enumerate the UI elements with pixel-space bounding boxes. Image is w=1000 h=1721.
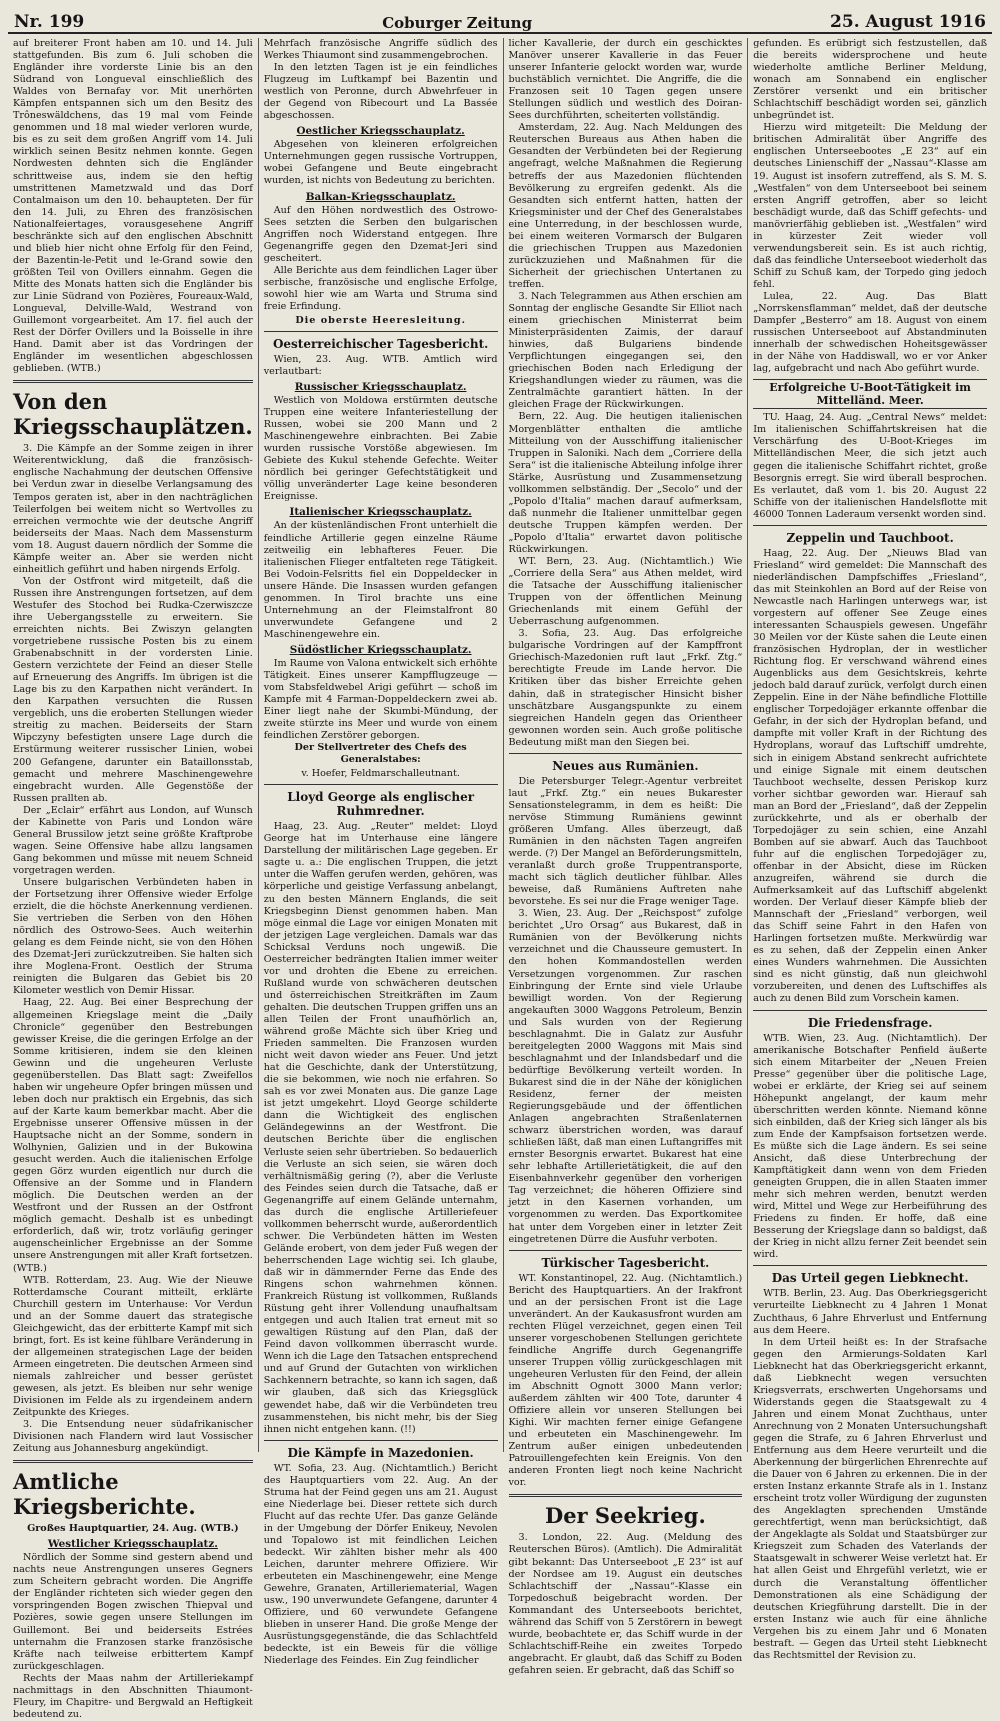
divider	[264, 1440, 498, 1441]
article-paragraph: Haag, 22. Aug. Bei einer Besprechung der allgemeinen Kriegslage meint die „Daily Chronicle“ gegenüber den Bestrebungen gewisser Kreise, die die geringen Erfolge an der Somme kritisieren, indem sie den kleinen Gewinn und die ungeheuren Verluste gegenüberstellen. Das Blatt sagt: Zweifellos haben wir ungeheure Opfer bringen müssen und leben doch nur praktisch ein Ergebnis, das sich auf der Karte kaum bemerkbar macht. Aber die Ergebnisse unserer Offensive müssen in der Hauptsache nicht an der Somme, sondern in Wolhynien, Galizien und in der Bukowina gesucht werden. Auch die italienischen Erfolge gegen Görz wurden eigentlich nur durch die Offensive an der Somme und in Flandern möglich. Die Deutschen werden an der Westfront und der Russen an der Ostfront möglich gemacht. Deshalb ist es unbedingt erforderlich, daß wir, trotz vorläufig geringer augenscheinlicher Ergebnisse an der Somme unsere Anstrengungen mit aller Kraft fortsetzen. (WTB.)	[13, 997, 253, 1274]
dateline-hauptquartier: Großes Hauptquartier, 24. Aug. (WTB.)	[27, 1523, 239, 1535]
headline-friedensfrage: Die Friedensfrage.	[807, 1015, 933, 1030]
headline-tuerkischer: Türkischer Tagesbericht.	[541, 1255, 710, 1270]
article-paragraph: WTB. Rotterdam, 23. Aug. Wie der Nieuwe Rotterdamsche Courant mitteilt, erklärte Churchill gestern im Unterhause: Vor Verdun und an der Somme dauert das strategische Gleichgewicht, das der erbitterte Kampf mit sich bringt, fort. Es ist keine fühlbare Veränderung in der allgemeinen strategischen Lage der beiden Armeen eingetreten. Die deutschen Armeen sind niemals zahlreicher und besser gerüstet gewesen, als jetzt. Es bleiben nur sehr wenige Divisionen im Felde als zu irgendeinem andern Zeitpunkte des Krieges.	[13, 1274, 253, 1419]
article-paragraph: gefunden. Es erübrigt sich festzustellen, daß die bereits widersprochene und heute wiederholte amtliche Berliner Meldung, wonach am Sonnabend ein englischer Zerstörer versenkt und ein britischer Schlachtschiff beschädigt worden sei, gänzlich unbegründet ist.	[753, 38, 987, 122]
headline-mazedonien: Die Kämpfe in Mazedonien.	[287, 1445, 474, 1460]
signature-hoefer: v. Hoefer, Feldmarschalleutnant.	[301, 768, 460, 780]
divider	[753, 1010, 987, 1011]
article-paragraph: Die Petersburger Telegr.-Agentur verbreitet laut „Frkf. Ztg.“ ein neues Bukarester Sensationstelegramm, in dem es heißt: Die nervöse Stimmung Rumäniens gewinnt größeren Umfang. Alles überzeugt, daß Rumänien in den nächsten Tagen angreifen werde. (?) Der Mangel an Beförderungsmitteln, veranlaßt durch große Truppentransporte, macht sich täglich deutlicher fühlbar. Alles beweise, daß Rumäniens Auftreten nahe bevorstehe. Es sei nur die Frage weniger Tage.	[508, 775, 743, 908]
newspaper-title: Coburger Zeitung	[382, 14, 533, 32]
article-paragraph: Wien, 23. Aug. WTB. Amtlich wird verlautbart:	[263, 353, 498, 377]
divider	[264, 784, 498, 785]
section-suedoestlicher: Südöstlicher Kriegsschauplatz.	[289, 643, 472, 656]
divider	[13, 380, 253, 383]
columns	[8, 38, 992, 1720]
section-italienischer: Italienischer Kriegsschauplatz.	[289, 506, 472, 519]
signature-heeresleitung: Die oberste Heeresleitung.	[295, 314, 466, 326]
section-westlicher: Westlicher Kriegsschauplatz.	[47, 1538, 218, 1551]
headline-seekrieg: Der Seekrieg.	[544, 1503, 706, 1529]
headline-amtliche-kriegsberichte: Amtliche Kriegsberichte.	[13, 1469, 196, 1520]
article-paragraph: Mehrfach französische Angriffe südlich des Werkes Thiaumont sind zusammengebrochen.	[263, 38, 498, 62]
article-paragraph: 3. Sofia, 23. Aug. Das erfolgreiche bulgarische Vordringen auf der Kampffront Griechisch-Mazedonien ruft laut „Frkf. Ztg.“ berechtigte Freude im Lande hervor. Die Kritiken über das bisher Erreichte gehen dahin, daß in strategischer Hinsicht bisher unschätzbare Ausgangspunkte zu einem siegreichen Handeln gegen das Orientheer gewonnen worden sein. Auch große politische Bedeutung mißt man den Siegen bei.	[508, 628, 743, 748]
masthead	[8, 6, 992, 34]
headline-liebknecht: Das Urteil gegen Liebknecht.	[771, 1271, 969, 1286]
article-paragraph: Abgesehen von kleineren erfolgreichen Unternehmungen gegen russische Vortruppen, wobei Gefangene und Beute eingebracht wurden, ist nichts von Bedeutung zu berichten.	[263, 139, 498, 187]
article-paragraph: Nördlich der Somme sind gestern abend und nachts neue Anstrengungen unseres Gegners zum Scheitern gebracht worden. Die Angriffe der Engländer richteten sich wieder gegen den vorspringenden Bogen zwischen Thiepval und Pozières, sowie gegen unsere Stellungen im Guillemont. Bei und beiderseits Estrées unternahm die Franzosen starke französische Kräfte nach teilweise erbittertem Kampf zurückgeschlagen.	[13, 1552, 253, 1672]
article-paragraph: WT. Konstantinopel, 22. Aug. (Nichtamtlich.) Bericht des Hauptquartiers. An der Irakfront und an der persischen Front ist die Lage unverändert. An der Kaukasusfront wurden am rechten Flügel verzeichnet, gegen einen Teil unserer vorgeschobenen Stellungen gerichtete feindliche Angriffe durch Gegenangriffe unserer Truppen völlig zurückgeschlagen mit ungeheuren Verlusten für den Feind, der allein im Abschnitt Ognott 3000 Mann verlor; außerdem zählten wir 400 Tote, darunter 4 Offiziere allein vor unseren Stellungen bei Kighi. Wir machten ferner einige Gefangene und erbeuteten ein Maschinengewehr. Im Zentrum außer einigen unbedeutenden Patrouillengefechten kein Ereignis. Von den anderen Fronten liegt noch keine Nachricht vor.	[508, 1272, 743, 1489]
article-paragraph: 3. Nach Telegrammen aus Athen erschien am Sonntag der englische Gesandte Sir Elliot nach einem griechischen Ministerrat beim Ministerpräsidenten Zaimis, der darauf hinwies, daß Bulgariens bindende Verpflichtungen eingegangen sei, den griechischen Boden nach Erledigung der Kriegshandlungen wieder zu räumen, was die Zentralmächte garantiert hätten. In der gleichen Frage der Rückwirkungen.	[508, 290, 743, 411]
divider	[509, 753, 743, 754]
headline-oesterreichischer: Oesterreichischer Tagesbericht.	[272, 336, 489, 351]
article-paragraph: WTB. Wien, 23. Aug. (Nichtamtlich). Der amerikanische Botschafter Penfield äußerte sich einem Mitarbeiter der „Neuen Freien Presse“ gegenüber über die politische Lage, wobei er erklärte, der Krieg sei auf seinem Höhepunkt angelangt, der kaum mehr überschritten werden könnte. Niemand könne sich einbilden, daß der Krieg sich länger als bis zum Ende der Kampfsaison fortsetzen werde. Es müßte sich die Lage ändern. Es sei seine Ansicht, daß diese Unterbrechung der Kampftätigkeit dann wenn von dem Frieden geneigten Gruppen, die in allen Staaten immer mehr sich mehren werden, benutzt werden wird, Mittel und Wege zur Herbeiführung des Friedens zu finden. Er hoffe, daß eine Besserung der Kriegslage dann so baldigst, daß der Krieg in nicht allzu ferner Zeit beendet sein wird.	[753, 1032, 987, 1261]
section-balkan: Balkan-Kriegsschauplatz.	[305, 190, 456, 203]
divider	[509, 1250, 743, 1251]
column-1	[8, 38, 259, 1720]
article-paragraph: In dem Urteil heißt es: In der Strafsache gegen den Armierungs-Soldaten Karl Liebknecht hat das Oberkriegsgericht erkannt, daß Liebknecht wegen versuchten Kriegsverrats, erschwerten Ungehorsams und Widerstands gegen die Staatsgewalt zu 4 Jahren und einem Monat Zuchthaus, unter Anrechnung von 2 Monaten Untersuchungshaft gegen die Strafe, zu 6 Jahren Ehrverlust und Entfernung aus dem Heere verurteilt und die Aberkennung der bürgerlichen Ehrenrechte auf die Dauer von 6 Jahren zu erkennen. Die in der ersten Instanz erkannte Strafe als in 1. Instanz erscheint trotz voller Würdigung der zugunsten des Angeklagten sprechenden Umstände gerechtfertigt, wenn man berücksichtigt, daß der Angeklagte als Soldat und Staatsbürger zur Kriegszeit zum Schaden des Vaterlands der Staatsgewalt in schwerer Weise verletzt hat. Er hat allen Geist und Ehrgefühl verletzt, wie er durch die Veranstaltung öffentlicher Demonstrationen als eine Schädigung der deutschen Kriegführung darstellt. Die in der ersten Instanz wie auch für eine ähnliche Vergehen bis zu einem Jahr und 6 Monaten bestraft. — Gegen das Urteil steht Liebknecht das Rechtsmittel der Revision zu.	[753, 1336, 987, 1661]
article-paragraph: Alle Berichte aus dem feindlichen Lager über serbische, französische und englische Erfolge, sowohl hier wie am Warta und Struma sind freie Erfindung.	[263, 264, 498, 312]
article-paragraph: Auf den Höhen nordwestlich des Ostrowo-Sees setzten die Serben den bulgarischen Angriffen noch Widerstand entgegen. Ihre Gegenangriffe gegen den Dzemat-Jeri sind gescheitert.	[263, 204, 498, 264]
article-paragraph: Im Raume von Valona entwickelt sich erhöhte Tätigkeit. Eines unserer Kampfflugzeuge — vom Stabsfeldwebel Arigi geführt — schoß im Kampfe mit 4 Farman-Doppeldeckern zwei ab. Einer liegt nahe der Skumbi-Mündung, der zweite stürzte ins Meer und wurde von einem feindlichen Zerstörer geborgen.	[263, 657, 498, 742]
column-3	[504, 38, 749, 1676]
article-paragraph: Amsterdam, 22. Aug. Nach Meldungen des Reuterschen Bureaus aus Athen haben die Gesandten der Verbündeten bei der Regierung angefragt, welche Maßnahmen die Regierung betreffs der aus Mazedonien flüchtenden Bevölkerung zu ergreifen gedenkt. Als die Gesandten sich entfernt hatten, hatten der Kriegsminister und der Chef des Generalstabes eine Unterredung, in der beschlossen wurde, bei einem weiteren Vormarsch der Bulgaren die griechischen Truppen aus Mazedonien zurückzuziehen und Maßnahmen für die Sicherheit der griechischen Untertanen zu treffen.	[508, 122, 743, 290]
divider	[13, 1460, 253, 1463]
article-paragraph: 3. Die Entsendung neuer südafrikanischer Divisionen nach Flandern wird laut Vossischer Zeitung aus Johannesburg angekündigt.	[13, 1419, 253, 1455]
headline-kriegsschauplaetze: Von den Kriegsschauplätzen.	[13, 389, 253, 440]
section-russischer: Russischer Kriegsschauplatz.	[294, 381, 467, 394]
issue-number: Nr. 199	[14, 12, 85, 32]
article-paragraph: 3. Die Kämpfe an der Somme zeigen in ihrer Weiterentwicklung, daß die französisch-englische Nachahmung der deutschen Offensive bei Verdun zwar in dieselbe Verlangsamung des Tempos geraten ist, aber in den nachträglichen Teilerfolgen bei weitem nicht so Wertvolles zu erreichen vermochte wie der deutsche Angriff beiderseits der Maas. Nach dem Massensturm vom 18. August dauern nördlich der Somme die Kämpfe weiter an. Aber sie werden nicht einheitlich geführt und haben nirgends Erfolg.	[13, 443, 253, 575]
article-paragraph: Von der Ostfront wird mitgeteilt, daß die Russen ihre Anstrengungen fortsetzen, auf dem Westufer des Stochod bei Rudka-Czerwiszcze ihre Uebergangsstelle zu erweitern. Sie erreichten nichts. Bei Zwiszyn gelangten vorgetriebene russische Posten bis zu einem Grabenabschnitt in der vordersten Linie. Gestern verzichtete der Feind an dieser Stelle auf Erneuerung des Angriffs. Im übrigen ist die Lage bis zu den Karpathen nicht verändert. In den Karpathen versuchten die Russen vergeblich, uns die eroberten Stellungen wieder streitig zu machen. Beiderseits der Starn Wipczyny befestigten unsere Lage durch die Erstürmung weiterer russischer Linien, wobei 200 Gefangene, darunter ein Bataillonsstab, gemacht und mehrere Maschinengewehre eingebracht wurden. Alle Gegenstöße der Russen prallten ab.	[13, 575, 253, 804]
article-paragraph: In den letzten Tagen ist je ein feindliches Flugzeug im Luftkampf bei Bazentin und westlich von Peronne, durch Abwehrfeuer in der Gegend von Ribecourt und La Bassée abgeschossen.	[263, 62, 498, 122]
article-paragraph: WT. Sofia, 23. Aug. (Nichtamtlich.) Bericht des Hauptquartiers vom 22. Aug. An der Struma hat der Feind gegen uns am 21. August eine Niederlage bei. Dieser rettete sich durch Flucht auf das rechte Ufer. Das ganze Gelände in der Umgebung der Dörfer Enikeuy, Nevolen und Topalowo ist mit feindlichen Leichen bedeckt. Wir zählten bisher mehr als 400 Leichen, darunter mehrere Offiziere. Wir erbeuteten ein Maschinengewehr, eine Menge Gewehre, Granaten, Artilleriematerial, Wagen usw., 190 unverwundete Gefangene, darunter 4 Offiziere, und 60 verwundete Gefangene blieben in unserer Hand. Die große Menge der Ausrüstungsgegenstände, die das Schlachtfeld bedeckte, ist ein Beweis für die völlige Niederlage des Feindes. Ein Zug feindlicher	[263, 1462, 498, 1667]
article-paragraph: 3. Wien, 23. Aug. Der „Reichspost“ zufolge berichtet „Uro Orsag“ aus Bukarest, daß in Rumänien von der Bevölkerung nichts verzeichnet und die Chausseure gemustert. In den hohen Kommandostellen werden Versetzungen vorgenommen. Zur raschen Einbringung der Ernte sind viele Urlaube bewilligt worden. Von der Regierung angekauften 3000 Waggons Petroleum, Benzin und Sals wurden von der Regierung beschlagnahmt. Die in Galatz zur Ausfuhr bereitgelegten 2000 Waggons mit Mais sind beschlagnahmt und der Inlandsbedarf und die bedürftige Bevölkerung verteilt worden. In Bukarest sind die in der Nähe der königlichen Residenz, ferner der meisten Regierungsgebäude und der öffentlichen Anlagen angebrachten Straßenlaternen schwarz überstrichen worden, was darauf schließen läßt, daß man einen Luftangriffes mit ernster Besorgnis erwartet. Bukarest hat eine sehr lebhafte Artillerietätigkeit, die auf den Eisenbahnverkehr gegenüber den vorherigen Tag verzeichnet; die höheren Offiziere sind jetzt in den Kasernen vorhanden, um vorgenommen zu werden. Das Exportkomitee hat unter dem Vorgeben einer in letzter Zeit eingetretenen Dürre die Ausfuhr verboten.	[508, 908, 743, 1245]
signature-stellvertreter: Der Stellvertreter des Chefs des Generalstabes:	[294, 742, 467, 766]
article-paragraph: Hierzu wird mitgeteilt: Die Meldung der britischen Admiralität über Angriffe des englischen Unterseebootes „E 23“ auf ein deutsches Linienschiff der „Nassau“-Klasse am 19. August ist insofern zutreffend, als S. M. S. „Westfalen“ von dem Unterseeboot bei seinem ersten Angriff getroffen, aber so leicht beschädigt wurde, daß das Schiff gefechts- und manövrierfähig geblieben ist. „Westfalen“ wird in kürzester Zeit wieder voll verwendungsbereit sein. Es ist auch richtig, daß das feindliche Unterseeboot wiederholt das Schiff zu Schuß kam, der Torpedo ging jedoch fehl.	[753, 122, 987, 290]
divider	[753, 525, 987, 526]
article-paragraph: Der „Eclair“ erfährt aus London, auf Wunsch der Kabinette von Paris und London wäre General Brussilow jetzt seine größte Kraftprobe wagen. Seine Offensive habe allzu langsamen Gang bekommen und müsse mit neuem Schneid vorgetragen werden.	[13, 804, 253, 876]
divider	[753, 1265, 987, 1266]
divider	[509, 1494, 743, 1497]
headline-lloyd-george: Lloyd George als englischer Ruhmredner.	[287, 790, 475, 819]
column-4	[748, 38, 992, 1661]
article-paragraph: auf breiterer Front haben am 10. und 14. Juli stattgefunden. Bis zum 6. Juli schoben die Engländer ihre vorderste Linie bis an den Südrand von Longueval einschließlich des Waldes von Bernafay vor. Mit unerhörten Kämpfen entspannen sich um den Besitz des Trôneswäldchens, das 19 mal vom Feinde genommen und 18 mal wieder verloren wurde, bis es zu seit dem großen Angriff vom 14. Juli wirklich seinen Besitz nehmen konnte. Gegen Nordwesten dehnten sich die Engländer schrittweise aus, indem sie den heftig umstrittenen Mametzwald und das Dorf Contalmaison um den 10. behaupteten. Der für den 14. Juli, zu Ehren des französischen Nationalfeiertages, vorausgesehene Angriff beschränkte sich auf den englischen Abschnitt und blieb hier nicht ohne Erfolg für den Feind, der Bazentin-le-Petit und le-Grand sowie den größten Teil von Ovillers einnahm. Gegen die Mitte des Monats hatten sich die Engländer bis zur Linie Südrand von Pozières, Foureaux-Wald, Longueval, Delville-Wald, Westrand von Guillemont vorgearbeitet. Am 17. fiel auch der Rest der Dörfer Ovillers und la Boisselle in ihre Hand. Damit aber ist das Vordringen der Engländer im wesentlichen abgeschlossen geblieben. (WTB.)	[13, 38, 253, 375]
issue-date: 25. August 1916	[830, 12, 986, 32]
article-paragraph: Bern, 22. Aug. Die heutigen italienischen Morgenblätter enthalten die amtliche Mitteilung von der Ausschiffung italienischer Truppen in Saloniki. Nach dem „Corriere della Sera“ ist die italienische Abteilung infolge ihrer Stärke, Ausrüstung und Zusammensetzung vollkommen selbständig. Der „Secolo“ und der „Popolo d'Italia“ machen darauf aufmerksam, daß nunmehr die Italiener unmittelbar gegen deutsche Truppen kämpfen werden. Der „Popolo d'Italia“ erwartet davon politische Rückwirkungen.	[508, 411, 743, 555]
article-paragraph: 3. London, 22. Aug. (Meldung des Reuterschen Büros). (Amtlich). Die Admiralität gibt bekannt: Das Unterseeboot „E 23“ ist auf der Nordsee am 19. August ein deutsches Schlachtschiff der „Nassau“-Klasse ein Torpedoschuß beigebracht worden. Der Kommandant des Unterseeboots berichtet, während das Schiff von 5 Zerstörern in bewegt wurde, beobachtete er, das Schiff wurde in der Schlachtschiff-Reihe ein zweites Torpedo angebracht. Er glaubt, daß das Schiff zu Boden gefahren seien. Er gebracht, daß das Schiff so	[508, 1532, 743, 1676]
article-paragraph: Haag, 22. Aug. Der „Nieuws Blad van Friesland“ wird gemeldet: Die Mannschaft des niederländischen Dampfschiffes „Friesland“, das mit Steinkohlen an Bord auf der Reise von Newcastle nach Harlingen unterwegs war, ist vorgestern auf offener See Zeuge eines interessanten Schauspiels gewesen. Ungefähr 30 Meilen vor der Küste sahen die Leute einen französischen Hydroplan, der in westlicher Richtung flog. Er verschwand während eines Augenblicks aus dem Gesichtskreis, kehrte jedoch bald darauf zurück, verfolgt durch einen Zeppelin. Eine in der Nähe befindliche Flottille englischer Torpedojäger erkannte offenbar die Gefahr, in der sich der Hydroplan befand, und dampfte mit voller Kraft in der Richtung des Hydroplans, worauf das Luftschiff umdrehte, sich in einigem Abstand senkrecht aufrichtete und einige Signale mit einem deutschen Tauchboot wechselte, dessen Periskop kurz vorher sichtbar geworden war. Hierauf sah man an Bord der „Friesland“, daß der Zeppelin zurückkehrte, und als er oberhalb der Torpedojäger zu sein schien, eine Anzahl Bomben auf sie abwarf. Auch das Tauchboot fuhr auf die englischen Torpedojäger zu, offenbar in der Absicht, diese im Rücken anzugreifen, während sie durch die Aufmerksamkeit auf das Luftschiff abgelenkt worden. Der Verlauf dieser Kämpfe blieb der Mannschaft der „Friesland“ verborgen, weil das Schiff seine Fahrt in den Hafen von Harlingen fortsetzen mußte. Merkwürdig war es zu sehen, daß der Zeppelin einen Anker eines Wunders wahrnehmen. Die Aussichten sind es nicht günstig, daß nun gleichwohl vorzubereiten, und denen des Luftschiffes als auch zu denen Bild zum Vorschein kamen.	[753, 547, 987, 1005]
section-oestlicher: Oestlicher Kriegsschauplatz.	[296, 125, 465, 138]
article-paragraph: WTB. Berlin, 23. Aug. Das Oberkriegsgericht verurteilte Liebknecht zu 4 Jahren 1 Monat Zuchthaus, 6 Jahre Ehrverlust und Entfernung aus dem Heere.	[753, 1288, 987, 1336]
divider	[264, 331, 498, 332]
article-paragraph: Unsere bulgarischen Verbündeten haben in der Fortsetzung ihrer Offensive wieder Erfolge erzielt, die die höchste Anerkennung verdienen. Sie vertrieben die Serben von den Höhen nördlich des Ostrowo-Sees. Auch weiterhin gelang es dem Feinde nicht, sie von den Höhen des Dzemat-Jeri zurückzutreiben. Sie halten sich ihre Moglena-Front. Oestlich der Struma reinigten die Bulgaren das Gebiet bis 20 Kilometer westlich von Demir Hissar.	[13, 877, 253, 997]
article-paragraph: licher Kavallerie, der durch ein geschicktes Manöver unserer Kavallerie in das Feuer unserer Infanterie gelockt worden war, wurde buchstäblich vernichtet. Die Angriffe, die die Franzosen seit 10 Tagen gegen unsere Stellungen südlich und westlich des Doiran-Sees durchführten, scheiterten vollständig.	[508, 38, 743, 122]
article-paragraph: Rechts der Maas nahm der Artilleriekampf nachmittags in den Abschnitten Thiaumont-Fleury, im Chapitre- und Bergwald an Heftigkeit bedeutend zu.	[13, 1672, 253, 1720]
headline-rumaenien: Neues aus Rumänien.	[552, 758, 699, 773]
article-paragraph: Haag, 23. Aug. „Reuter“ meldet: Lloyd George hat im Unterhause eine längere Darstellung der militärischen Lage gegeben. Er sagte u. a.: Die englischen Truppen, die jetzt unter die Waffen gerufen werden, gehören, was körperliche und geistige Verfassung anbelangt, zu den besten Männern Englands, die seit Kriegsbeginn Dienst genommen haben. Man möge einmal die Lage vor einigen Monaten mit der jetzigen Lage vergleichen. Damals war das Schicksal Verduns noch ungewiß. Die Oesterreicher bedrängten Italien immer weiter vor und drohten die Ebene zu erreichen. Rußland wurde von schwächeren deutschen und österreichischen Streitkräften im Zaum gehalten. Die deutschen Truppen griffen uns an allen Teilen der Front unaufhörlich an, während große Mächte sich über Krieg und Frieden sammelten. Die Franzosen wurden nicht weit davon wieder ans Feuer. Und jetzt hat die Geschichte, dank der Unterstützung, die sie bekommen, wie noch nie erfahren. So sah es vor zwei Monaten aus. Die ganze Lage ist jetzt umgekehrt. Lloyd George schilderte dann die Wichtigkeit des englischen Geländegewinns an der Westfront. Die deutschen Berichte über die englischen Verluste seien sehr übertrieben. So bedauerlich die Verluste an sich seien, sie wären doch verhältnismäßig gering (?), aber die Verluste des Feindes seien durch die Tatsache, daß er Gegenangriffe auf einem Gelände unternahm, das durch die englische Artilleriefeuer vollkommen beherrscht wurde, außerordentlich schwer. Die Verbündeten hätten im Westen Gelände erobert, von dem jeder Fuß wegen der beherrschenden Lage wichtig sei. Ich glaube, daß wir in dämmernder Ferne das Ende des Ringens schon wahrnehmen können. Frankreich Rüstung ist vollkommen, Rußlands Rüstung geht ihrer Vollendung unaufhaltsam entgegen und auch Italien trat erneut mit so gewaltigen Rüstung auf den Plan, daß der Feind davon vollkommen überrascht wurde. Wenn ich die Lage den Tatsachen entsprechend und auf Grund der Gutachten von wirklichen Sachkennern betrachte, so kann ich sagen, daß wir glauben, daß sich das Kriegsglück gewendet habe, daß wir die Verbündeten treu zusammenstehen, bis nicht mehr, bis der Sieg ihnen nicht entgehen kann. (!!)	[263, 821, 498, 1435]
headline-u-boot: Erfolgreiche U-Boot-Tätigkeit im Mittelländ. Meer.	[753, 379, 987, 409]
article-paragraph: Westlich von Moldowa erstürmten deutsche Truppen eine weitere Infanteriestellung der Russen, wobei sie 200 Mann und 2 Maschinengewehre einbrachten. Bei Zabie wurden russische Vorstöße abgewiesen. Im Gebiete des Kukul stehende Gefechte. Weiter nördlich bei geringer Gefechtstätigkeit und völlig unveränderter Lage keine besonderen Ereignisse.	[263, 395, 498, 503]
article-paragraph: TU. Haag, 24. Aug. „Central News“ meldet: Im italienischen Schiffahrtskreisen hat die Verschärfung des U-Boot-Krieges im Mittelländischen Meer, die sich jetzt auch gegen die italienische Schiffahrt richtet, große Besorgnis erregt. Sie wird überall besprochen. Es verlautet, daß vom 1. bis 20. August 22 Schiffe von der italienischen Handelsflotte mit 46000 Tonnen Laderaum versenkt worden sind.	[753, 412, 987, 520]
article-paragraph: WT. Bern, 23. Aug. (Nichtamtlich.) Wie „Corriere della Sera“ aus Athen meldet, wird die Tatsache der Ausschiffung italienischer Truppen von der öffentlichen Meinung Griechenlands mit einem Gefühl der Ueberraschung aufgenommen.	[508, 556, 743, 628]
article-paragraph: Lulea, 22. Aug. Das Blatt „Norrskensflamman“ meldet, daß der deutsche Dampfer „Besterro“ am 18. August von einem russischen Unterseeboot auf Abstandminuten innerhalb der schwedischen Hoheitsgewässer in der Nähe von Haddiswall, wo er vor Anker lag, aufgebracht und nach Abo geführt wurde.	[753, 290, 987, 375]
article-paragraph: An der küstenländischen Front unterhielt die feindliche Artillerie gegen einzelne Räume zeitweilig ein lebhafteres Feuer. Die italienischen Flieger entfalteten rege Tätigkeit. Bei Vodoin-Felsritts fiel ein Doppeldecker in unsere Hände. Die Insassen wurden gefangen genommen. In Tirol brachte uns eine Unternehmung an der Fleimstalfront 80 unverwundete Gefangene und 2 Maschinengewehre ein.	[263, 520, 498, 640]
column-2	[259, 38, 504, 1667]
headline-zeppelin: Zeppelin und Tauchboot.	[786, 530, 954, 545]
